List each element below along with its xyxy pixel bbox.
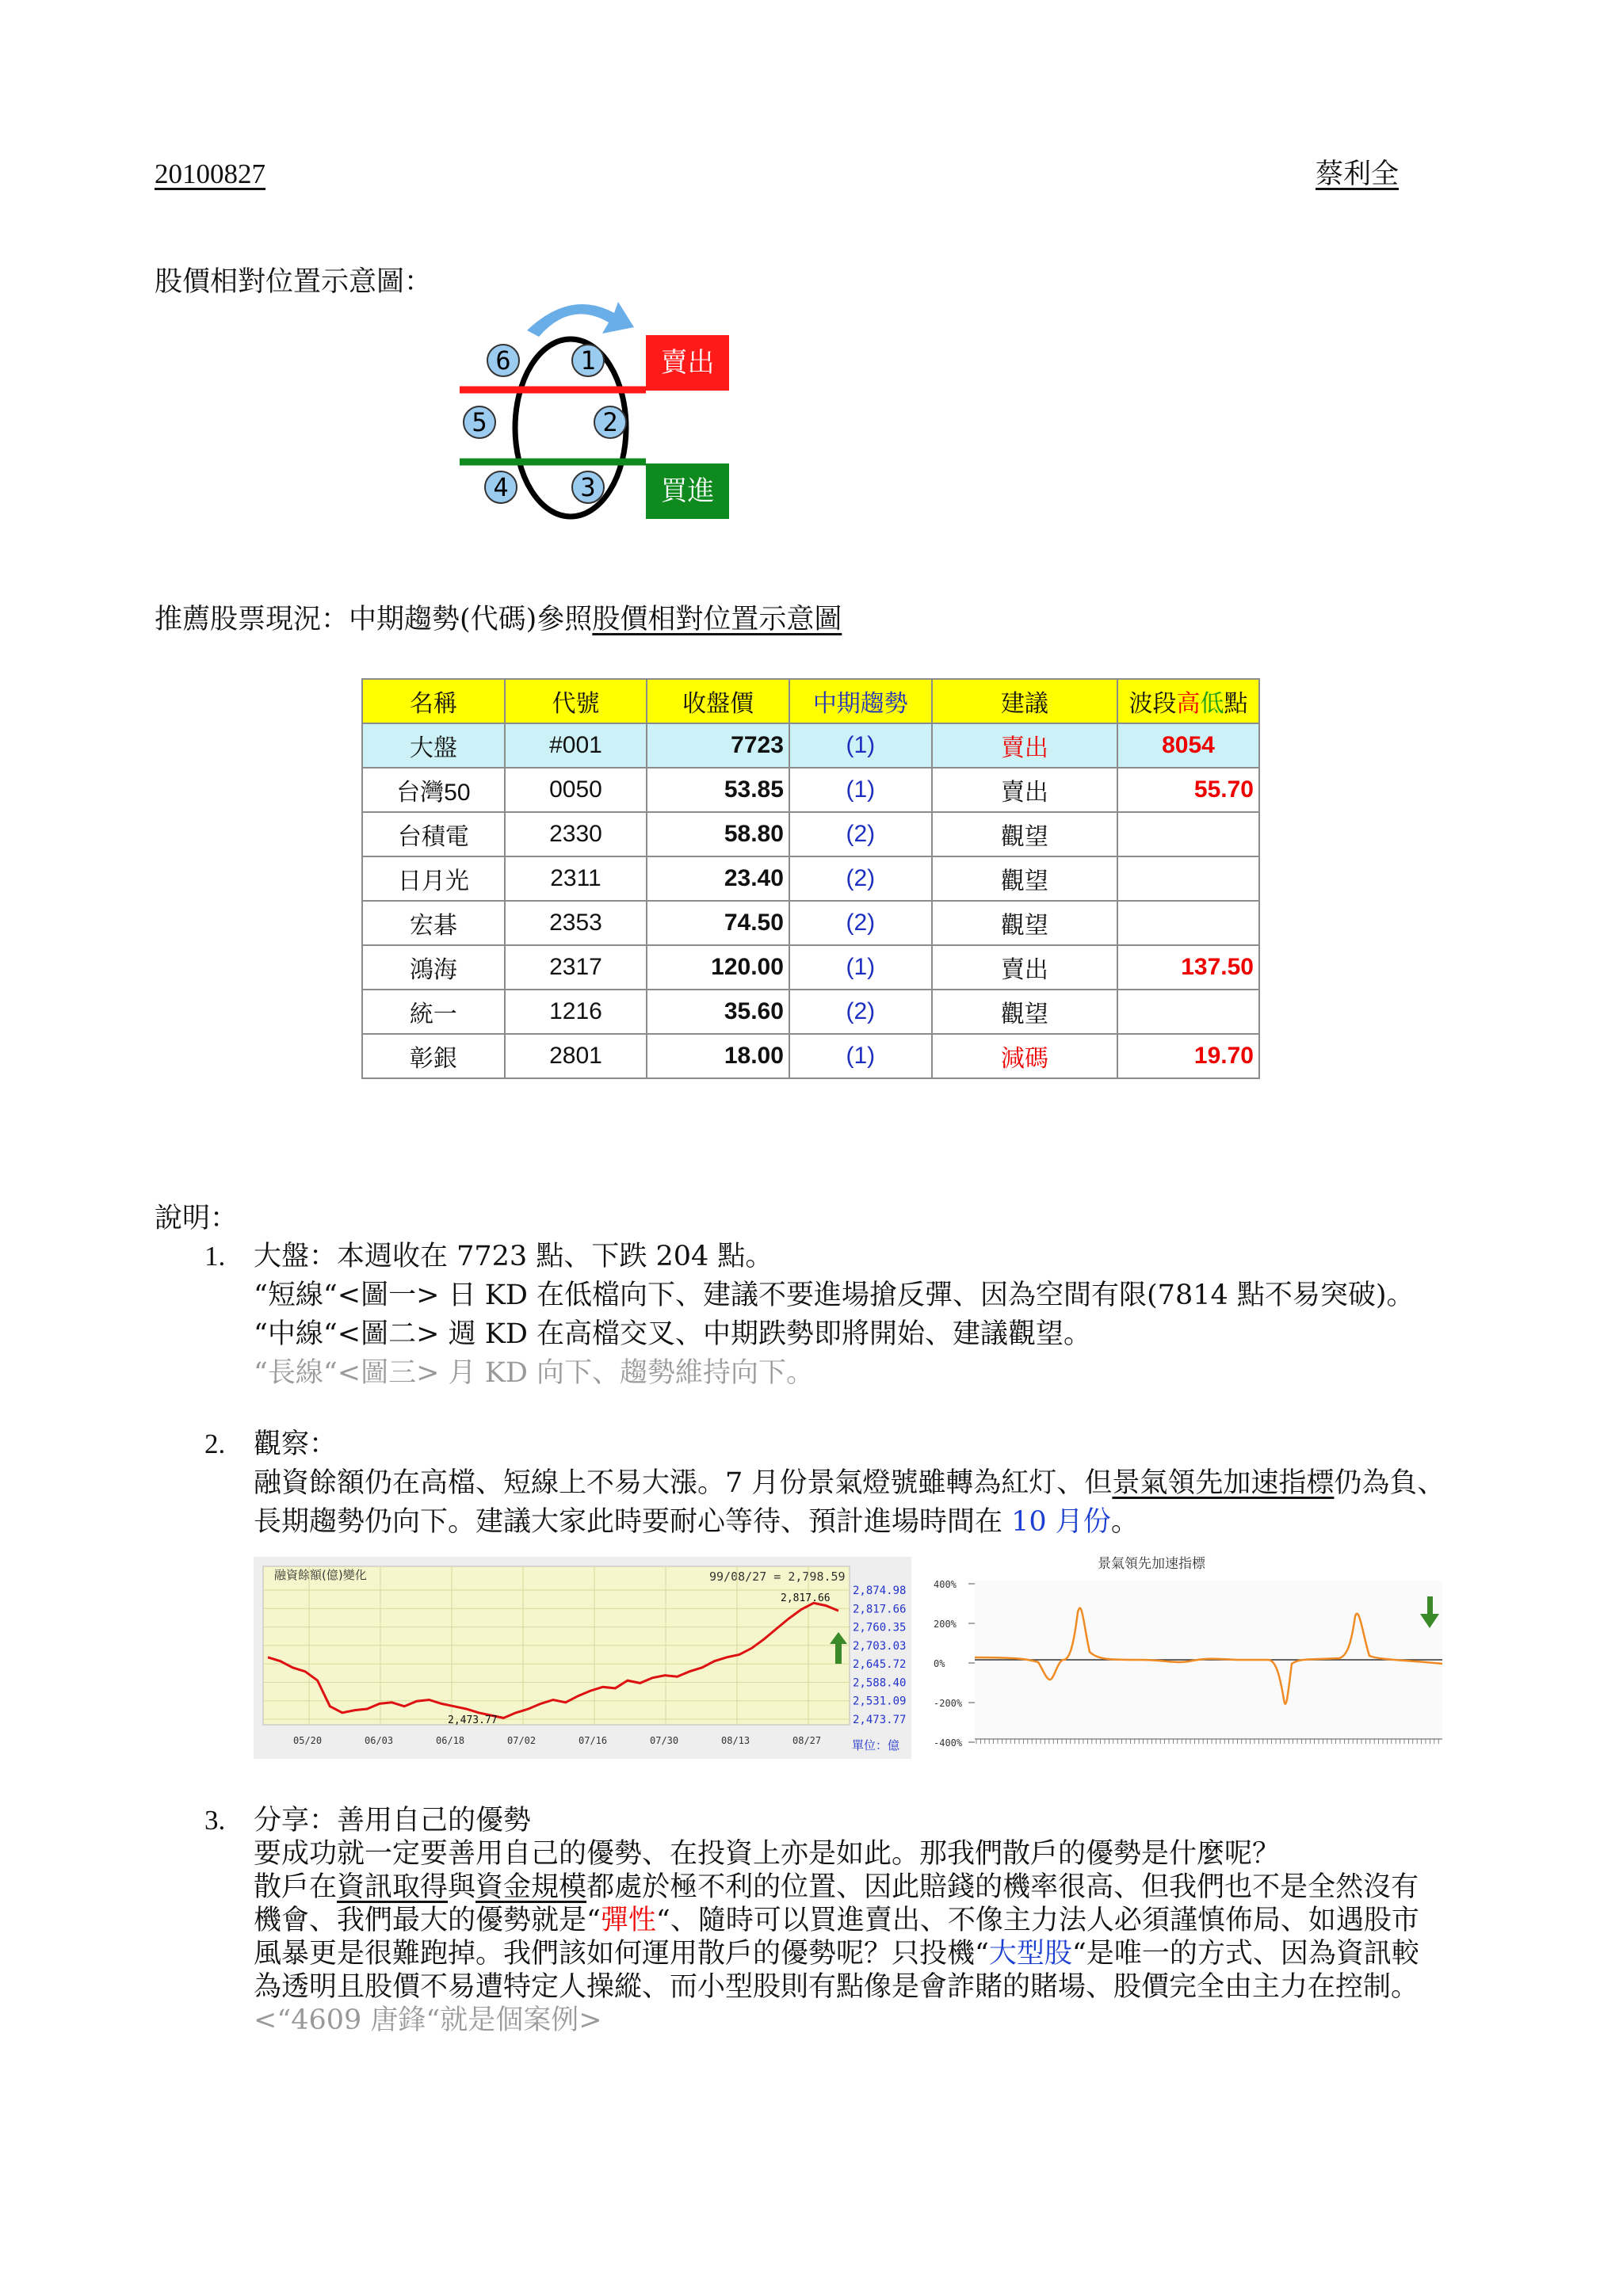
table-row: 統一 1216 35.60 (2) 觀望 (362, 990, 1259, 1034)
margin-balance-chart (254, 1557, 911, 1759)
cycle-arrow-icon (527, 302, 634, 337)
item1-title: 大盤：本週收在 7723 點、下跌 204 點。 (254, 1241, 773, 1272)
sell-label: 賣出 (646, 335, 729, 391)
y-tick-label: 2,588.40 (853, 1676, 907, 1690)
item3-line1: 要成功就一定要善用自己的優勢、在投資上亦是如此。那我們散戶的優勢是什麼呢？ (254, 1838, 1281, 1870)
y-tick-label: 2,531.09 (853, 1695, 907, 1708)
item3-line4: 風暴更是很難跑掉。我們該如何運用散戶的優勢呢？只投機“大型股“是唯一的方式、因為資訊較 (254, 1938, 1419, 1970)
svg-text:3: 3 (580, 472, 596, 502)
leading-index-link[interactable]: 景氣領先加速指標 (1112, 1467, 1335, 1499)
leading-chart-title: 景氣領先加速指標 (1098, 1556, 1205, 1572)
svg-text:6: 6 (495, 345, 511, 376)
table-row: 台積電 2330 58.80 (2) 觀望 (362, 812, 1259, 856)
node-3 (572, 471, 604, 503)
col-header-trend: 中期趨勢 (789, 679, 932, 723)
margin-chart-readout: 99/08/27 = 2,798.59 (709, 1569, 846, 1584)
report-date: 20100827 (155, 158, 265, 189)
item3-number: 3. (204, 1805, 226, 1836)
node-4 (485, 471, 517, 503)
table-row: 宏碁 2353 74.50 (2) 觀望 (362, 901, 1259, 945)
col-header-close: 收盤價 (647, 679, 789, 723)
y-tick-label: 2,473.77 (853, 1714, 907, 1726)
y-tick-label: 2,874.98 (853, 1585, 907, 1597)
table-row: 日月光 2311 23.40 (2) 觀望 (362, 856, 1259, 901)
item2-number: 2. (204, 1428, 226, 1459)
item2-title: 觀察： (254, 1428, 338, 1460)
node-1 (572, 345, 604, 376)
x-tick-label: 08/27 (792, 1735, 822, 1746)
table-row: 彰銀 2801 18.00 (1) 減碼 19.70 (362, 1034, 1259, 1078)
x-tick-label: 06/03 (365, 1735, 394, 1746)
x-tick-label: 06/18 (436, 1735, 465, 1746)
y-tick-label: 2,645.72 (853, 1658, 907, 1672)
y-tick-label: 2,703.03 (853, 1639, 907, 1653)
item1-mid-term: “中線“<圖二> 週 KD 在高檔交叉、中期跌勢即將開始、建議觀望。 (254, 1318, 1092, 1350)
svg-text:2: 2 (602, 407, 618, 437)
table-row: 鴻海 2317 120.00 (1) 賣出 137.50 (362, 945, 1259, 990)
leading-index-chart (927, 1549, 1450, 1759)
y-tick-label: 2,817.66 (853, 1603, 907, 1616)
item1-long-term: “長線“<圖三> 月 KD 向下、趨勢維持向下。 (254, 1357, 815, 1389)
node-5 (464, 406, 495, 438)
y-tick-label: -400% (934, 1737, 963, 1749)
y-tick-label: 400% (934, 1579, 957, 1590)
stock-table (361, 678, 1260, 1079)
margin-unit-label: 單位：億 (852, 1738, 900, 1753)
x-tick-label: 07/16 (579, 1735, 608, 1746)
diagram-heading: 股價相對位置示意圖： (155, 266, 433, 298)
item2-line2: 長期趨勢仍向下。建議大家此時要耐心等待、預計進場時間在 10 月份。 (254, 1506, 1139, 1538)
diagram-link[interactable]: 股價相對位置示意圖 (592, 604, 842, 635)
x-tick-label: 05/20 (293, 1735, 323, 1746)
item3-line2: 散戶在資訊取得與資金規模都處於極不利的位置、因此賠錢的機率很高、但我們也不是全然沒有 (254, 1871, 1419, 1903)
item2-line1: 融資餘額仍在高檔、短線上不易大漲。7 月份景氣燈號雖轉為紅灯、但景氣領先加速指標仍為負、 (254, 1467, 1445, 1499)
svg-text:1: 1 (580, 345, 596, 376)
col-header-code: 代號 (505, 679, 647, 723)
item1-number: 1. (204, 1241, 226, 1272)
x-tick-label: 07/30 (650, 1735, 679, 1746)
item3-example: <“4609 唐鋒“就是個案例> (254, 2004, 602, 2036)
x-tick-label: 08/13 (721, 1735, 750, 1746)
y-tick-label: -200% (934, 1698, 963, 1709)
node-2 (594, 406, 626, 438)
col-header-name: 名稱 (362, 679, 505, 723)
margin-chart-title: 融資餘額(億)變化 (274, 1568, 367, 1582)
y-tick-label: 2,760.35 (853, 1621, 907, 1634)
author-name: 蔡利全 (1316, 158, 1400, 190)
y-tick-label: 200% (934, 1619, 957, 1630)
table-row: 大盤 #001 7723 (1) 賣出 8054 (362, 723, 1259, 768)
svg-text:5: 5 (472, 407, 487, 437)
col-header-advice: 建議 (932, 679, 1117, 723)
y-tick-label: 0% (934, 1658, 945, 1669)
buy-label: 買進 (646, 463, 729, 519)
table-header-row (362, 679, 1259, 723)
node-6 (487, 345, 519, 376)
item1-short-term: “短線“<圖一> 日 KD 在低檔向下、建議不要進場搶反彈、因為空間有限(7814 點不易突破)。 (254, 1280, 1415, 1311)
item3-line3: 機會、我們最大的優勢就是“彈性“、隨時可以買進賣出、不像主力法人必須謹慎佈局、如遇股市 (254, 1905, 1419, 1936)
item3-title: 分享：善用自己的優勢 (254, 1805, 532, 1836)
col-header-wave: 波段高低點 (1117, 679, 1259, 723)
item3-line5: 為透明且股價不易遭特定人操縱、而小型股則有點像是會詐賭的賭場、股價完全由主力在控制。 (254, 1971, 1419, 2003)
x-tick-label: 07/02 (507, 1735, 537, 1746)
notes-heading: 說明： (155, 1203, 239, 1234)
recommend-heading: 推薦股票現況：中期趨勢(代碼)參照股價相對位置示意圖 (155, 604, 842, 635)
svg-text:4: 4 (493, 472, 509, 502)
margin-peak-label: 2,817.66 (781, 1592, 831, 1604)
table-row: 台灣50 0050 53.85 (1) 賣出 55.70 (362, 768, 1259, 812)
margin-low-label: 2,473.77 (448, 1714, 498, 1726)
